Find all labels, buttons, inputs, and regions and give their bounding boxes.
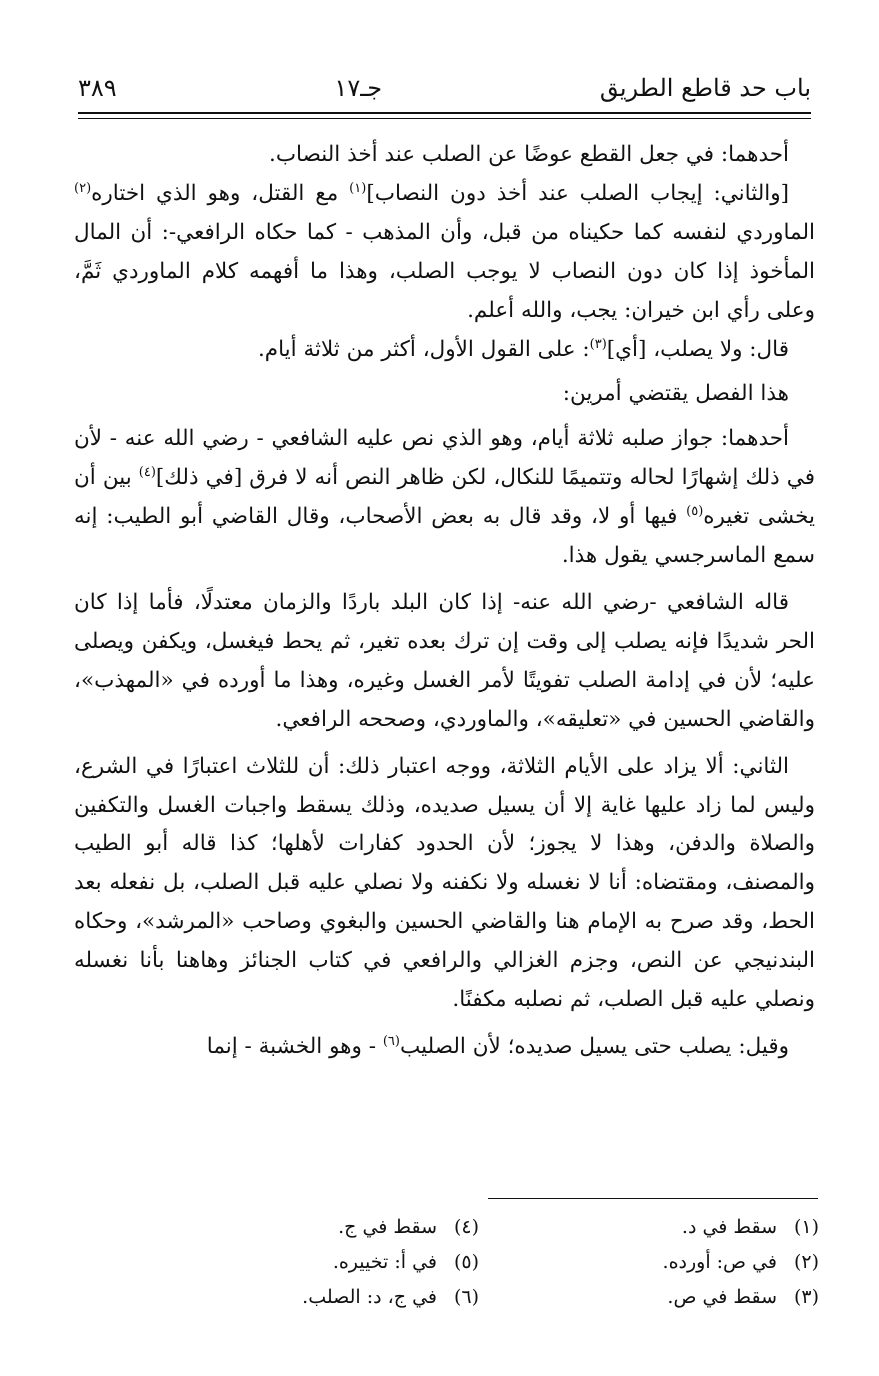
paragraph: قال: ولا يصلب، [أي]$^{(٣)}$: على القول الأول، أكثر من ثلاثة أيام.	[257, 336, 789, 362]
footnote-item: (٣)سقط في ص.	[667, 1286, 819, 1308]
footnotes	[160, 1210, 819, 1315]
paragraph: [والثاني: إيجاب الصلب عند أخذ دون النصاب]$^{(١)}$ مع القتل، وهو الذي اختاره$^{(٢)}$ الماوردي لنفسه كما حكيناه من قبل، وأن المذهب - كما حكاه الرافعي-: أن المال المأخوذ إذا كان دون النصاب لا يوجب الصلب، وهذا ما أفهمه كلام الماوردي ثَمَّ، وعلى رأي ابن خيران: يجب، والله أعلم.	[74, 180, 815, 323]
paragraph: هذا الفصل يقتضي أمرين:	[562, 381, 789, 407]
footnote-ref: (٦)	[382, 1033, 400, 1049]
volume-label: جـ١٧	[334, 74, 383, 102]
running-header	[78, 68, 811, 108]
header-rule-thick	[78, 112, 811, 114]
footnote-ref: (٥)	[686, 504, 704, 519]
paragraph: الثاني: ألا يزاد على الأيام الثلاثة، ووجه اعتبار ذلك: أن للثلاث اعتبارًا في الشرع، وليس لما زاد عليها غاية إلا أن يسيل صديده، وذلك يسقط واجبات الغسل والتكفين والصلاة والدفن، وهذا لا يجوز؛ لأن الحدود كفارات لأهلها؛ كذا قاله أبو الطيب والمصنف، ومقتضاه: أنا لا نغسله ولا نكفنه ولا نصلي عليه قبل الصلب، بل نفعله بعد الحط، وقد صرح به الإمام هنا والقاضي الحسين والبغوي وصاحب «المرشد»، وحكاه البندنيجي عن النص، وجزم الغزالي والرافعي في كتاب الجنائز وهاهنا بأنا نغسله ونصلي عليه قبل الصلب، ثم نصلبه مكفنًا.	[74, 753, 815, 1013]
footnote-item: (٢)في ص: أورده.	[662, 1251, 819, 1273]
chapter-title: باب حد قاطع الطريق	[599, 74, 811, 102]
footnote-item: (٤)سقط في ج.	[338, 1216, 479, 1238]
main-text	[74, 136, 815, 1067]
footnote-item: (٦)في ج، د: الصلب.	[302, 1286, 479, 1308]
footnote-item: (٥)في أ: تخييره.	[332, 1251, 479, 1273]
footnote-ref: (٢)	[74, 180, 92, 196]
footnote-separator	[488, 1198, 818, 1199]
paragraph: أحدهما: جواز صلبه ثلاثة أيام، وهو الذي نص عليه الشافعي - رضي الله عنه - لأن في ذلك إشهارًا لحاله وتتميمًا للنكال، لكن ظاهر النص أنه لا فرق [في ذلك]$^{(٤)}$ بين أن يخشى تغيره$^{(٥)}$ فيها أو لا، وقد قال به بعض الأصحاب، وقال القاضي أبو الطيب: إنه سمع الماسرجسي يقول هذا.	[74, 426, 815, 569]
footnote-column-left	[179, 1210, 479, 1315]
footnote-ref: (١)	[349, 180, 367, 196]
footnote-ref: (٣)	[589, 336, 607, 352]
header-rule-thin	[78, 118, 811, 119]
paragraph: قاله الشافعي -رضي الله عنه- إذا كان البلد باردًا والزمان معتدلًا، فأما إذا كان الحر شديدًا فإنه يصلب إلى وقت إن ترك بعده تغير، ثم يحط فيغسل، ويكفن ويصلى عليه؛ لأن في إدامة الصلب تفويتًا لأمر الغسل وغيره، وهذا ما أورده في «المهذب»، والقاضي الحسين في «تعليقه»، والماوردي، وصححه الرافعي.	[74, 589, 815, 732]
footnote-column-right	[519, 1210, 819, 1315]
paragraph: وقيل: يصلب حتى يسيل صديده؛ لأن الصليب$^{(٦)}$ - وهو الخشبة - إنما	[206, 1033, 789, 1059]
page-number: ٣٨٩	[78, 74, 117, 102]
paragraph: أحدهما: في جعل القطع عوضًا عن الصلب عند أخذ النصاب.	[268, 142, 789, 167]
footnote-ref: (٤)	[138, 465, 156, 481]
footnote-item: (١)سقط في د.	[681, 1216, 819, 1238]
